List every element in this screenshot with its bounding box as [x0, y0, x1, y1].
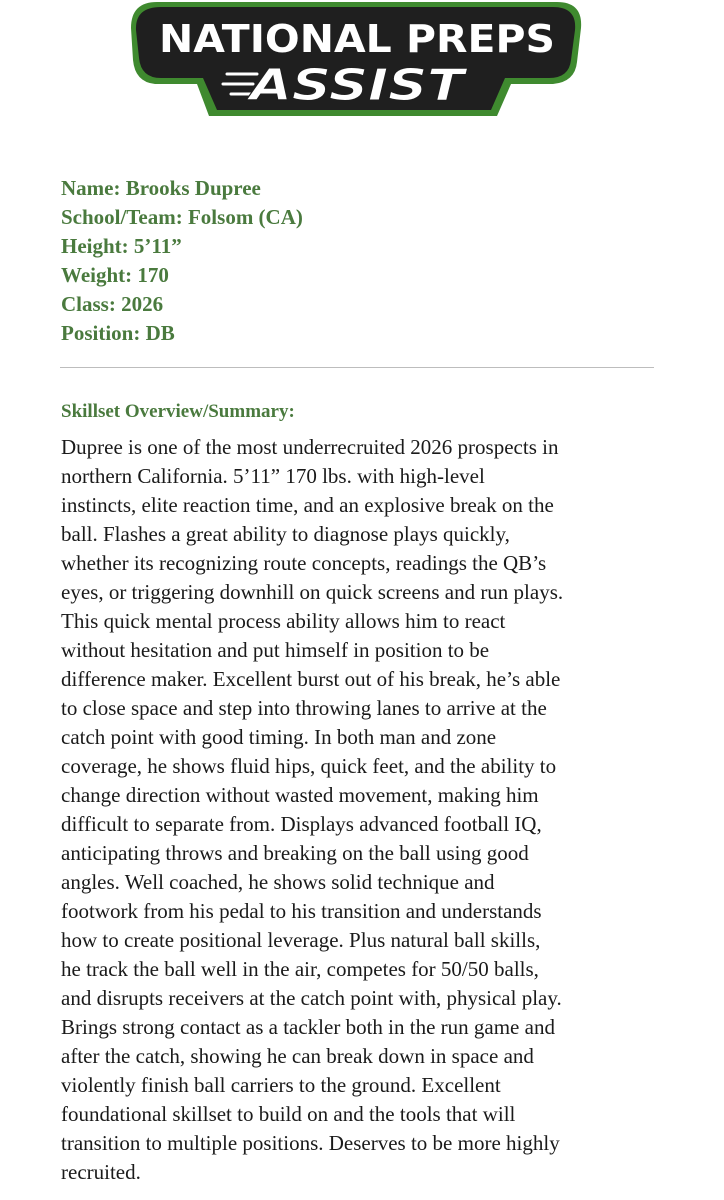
player-weight: Weight: 170 — [61, 263, 169, 287]
player-profile — [61, 174, 303, 348]
player-name: Name: Brooks Dupree — [61, 176, 261, 200]
player-class: Class: 2026 — [61, 292, 164, 316]
player-position: Position: DB — [61, 321, 175, 345]
player-height: Height: 5’11” — [61, 234, 182, 258]
logo-graphic — [131, 2, 583, 116]
logo-line1: NATIONAL PREPS — [159, 17, 555, 61]
national-preps-assist-logo — [131, 2, 583, 116]
summary-heading: Skillset Overview/Summary: — [61, 401, 295, 422]
section-divider — [60, 367, 654, 368]
summary-body: Dupree is one of the most underrecruited 2026 prospects in northern California. 5’11” 170 lbs. with high-level instincts, elite reaction time, and an explosive break on the ball. Flashes a great ability to diagnose plays quickly, whether its recognizing route concepts, readings the QB’s eyes, or triggering downhill on quick screens and run plays. This quick mental process ability allows him to react without hesitation and put himself in position to be difference maker. Excellent burst out of his break, he’s able to close space and step into throwing lanes to arrive at the catch point with good timing. In both man and zone coverage, he shows fluid hips, quick feet, and the ability to change direction without wasted movement, making him difficult to separate from. Displays advanced football IQ, anticipating throws and breaking on the ball using good angles. Well coached, he shows solid technique and footwork from his pedal to his transition and understands how to create positional leverage. Plus natural ball skills, he track the ball well in the air, competes for 50/50 balls, and disrupts receivers at the catch point with, physical play. Brings strong contact as a tackler both in the run game and after the catch, showing he can break down in space and violently finish ball carriers to the ground. Excellent foundational skillset to build on and the tools that will transition to multiple positions. Deserves to be more highly recruited. — [61, 435, 564, 1184]
logo-line2: ASSIST — [246, 60, 468, 111]
player-school: School/Team: Folsom (CA) — [61, 205, 303, 229]
